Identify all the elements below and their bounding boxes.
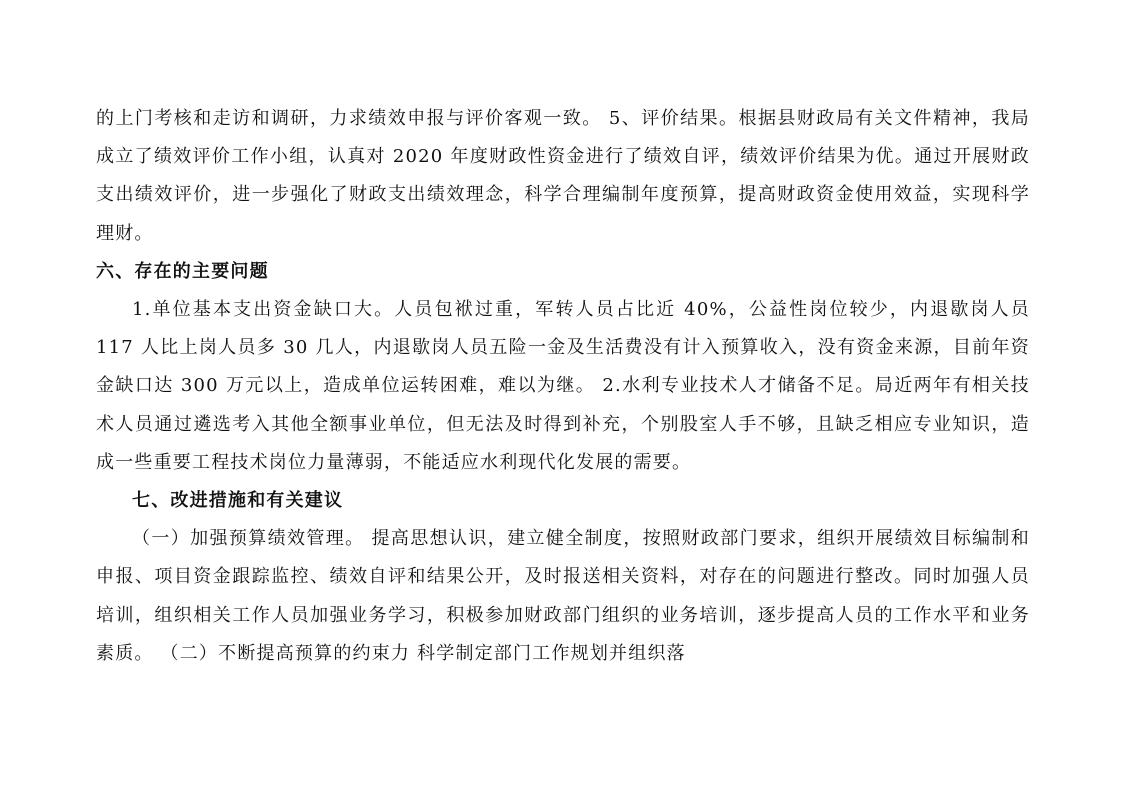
section-heading-improvement-measures: 七、改进措施和有关建议: [132, 490, 344, 512]
paragraph-improvement-measures: （一）加强预算绩效管理。 提高思想认识，建立健全制度，按照财政部门要求，组织开展绩效目标编制和申报、项目资金跟踪监控、绩效自评和结果公开，及时报送相关资料，对存在的问题进行整改。同时加强人员培训，组织相关工作人员加强业务学习，积极参加财政部门组织的业务培训，逐步提高人员的工作水平和业务素质。 （二）不断提高预算的约束力 科学制定部门工作规划并组织落: [96, 528, 1030, 664]
document-body: [96, 100, 1030, 673]
paragraph-evaluation-result: 的上门考核和走访和调研，力求绩效申报与评价客观一致。 5、评价结果。根据县财政局有关文件精神，我局成立了绩效评价工作小组，认真对 2020 年度财政性资金进行了绩效自评，绩效评价结果为优。通过开展财政支出绩效评价，进一步强化了财政支出绩效理念，科学合理编制年度预算，提高财政资金使用效益，实现科学理财。: [96, 108, 1030, 244]
section-heading-existing-problems: 六、存在的主要问题: [96, 260, 269, 282]
paragraph-existing-problems: 1.单位基本支出资金缺口大。人员包袱过重，军转人员占比近 40%，公益性岗位较少，内退歇岗人员 117 人比上岗人员多 30 几人，内退歇岗人员五险一金及生活费没有计入预算收入，没有资金来源，目前年资金缺口达 300 万元以上，造成单位运转困难，难以为继。 2.水利专业技术人才储备不足。局近两年有相关技术人员通过遴选考入其他全额事业单位，但无法及时得到补充，个别股室人手不够，且缺乏相应专业知识，造成一些重要工程技术岗位力量薄弱，不能适应水利现代化发展的需要。: [96, 299, 1030, 473]
